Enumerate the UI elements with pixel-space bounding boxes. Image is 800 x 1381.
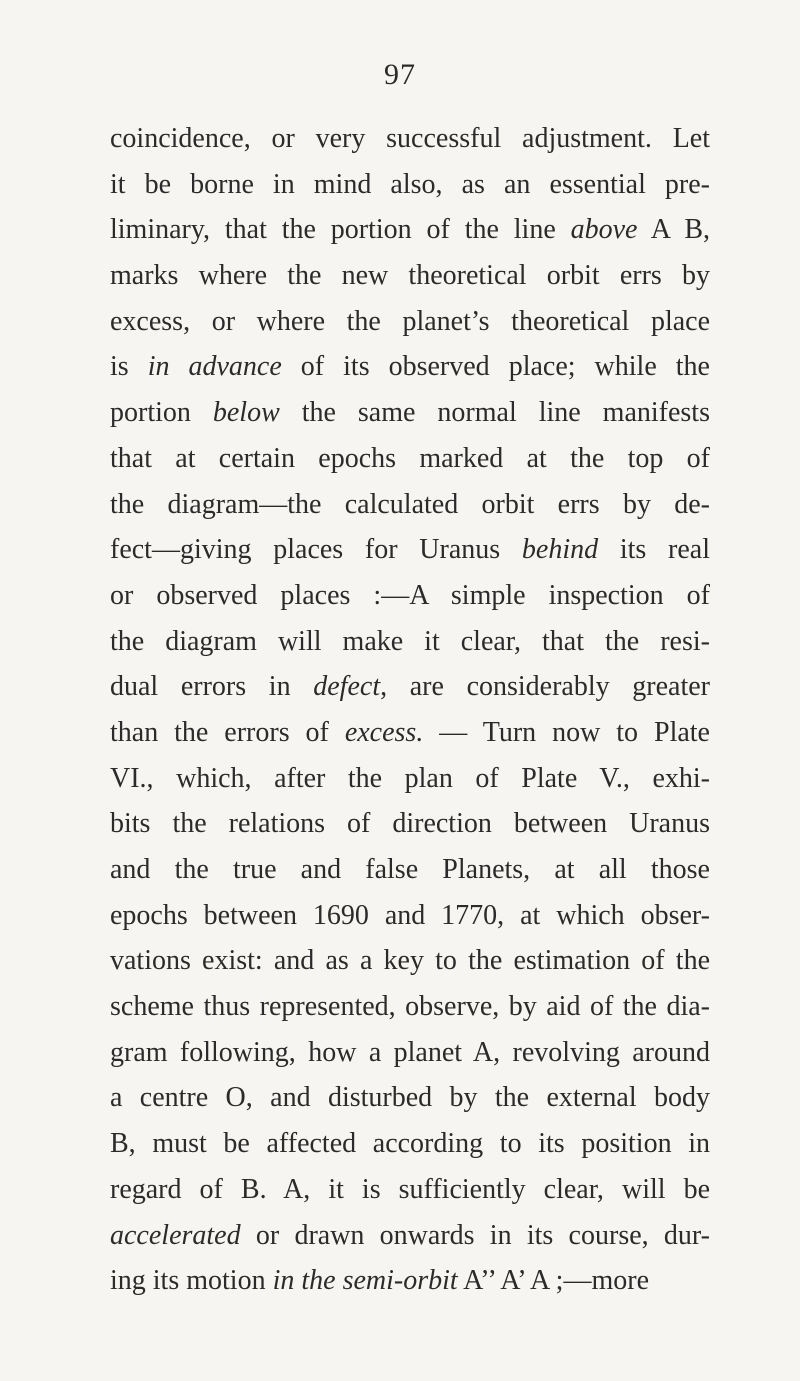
text-line xyxy=(110,253,710,299)
text-line xyxy=(110,801,710,847)
text-segment: than the errors of xyxy=(110,716,345,748)
italic-text: in advance xyxy=(147,351,282,383)
text-line xyxy=(110,756,710,802)
text-segment: coincidence, or very successful adjustment. Let xyxy=(110,123,710,154)
text-segment: the diagram—the calculated orbit errs by de- xyxy=(110,488,710,520)
text-line xyxy=(110,1030,710,1076)
text-segment: that at certain epochs marked at the top of xyxy=(110,442,710,474)
text-segment: dual errors in xyxy=(110,671,314,703)
text-line xyxy=(110,1258,710,1304)
text-segment: marks where the new theoretical orbit errs by xyxy=(110,260,710,292)
text-line xyxy=(110,162,710,208)
text-segment: — Turn now to Plate xyxy=(423,716,710,748)
text-line xyxy=(110,938,710,984)
text-line xyxy=(110,1075,710,1121)
text-segment: or drawn onwards in its course, dur- xyxy=(240,1219,710,1251)
text-segment: B, must be affected according to its position in xyxy=(110,1128,710,1160)
body-text xyxy=(110,116,710,1304)
text-line xyxy=(110,984,710,1030)
text-segment: a centre O, and disturbed by the external body xyxy=(110,1082,710,1114)
text-line xyxy=(110,390,710,436)
text-segment: epochs between 1690 and 1770, at which obser- xyxy=(110,899,710,931)
text-line xyxy=(110,436,710,482)
text-segment: and the true and false Planets, at all those xyxy=(110,854,710,885)
text-segment: A B, xyxy=(637,214,710,246)
text-segment: bits the relations of direction between Uranus xyxy=(110,808,710,840)
text-line xyxy=(110,893,710,939)
text-line xyxy=(110,116,710,162)
text-line xyxy=(110,664,710,710)
text-segment: A’’ A’ A ;—more xyxy=(457,1265,649,1297)
text-segment: the same normal line manifests xyxy=(279,397,710,429)
text-segment: , are considerably greater xyxy=(380,671,711,703)
italic-text: above xyxy=(570,214,638,246)
text-line xyxy=(110,573,710,619)
italic-text: excess. xyxy=(344,716,424,748)
text-line xyxy=(110,1121,710,1167)
text-line xyxy=(110,299,710,345)
text-line xyxy=(110,1213,710,1259)
text-segment: its real xyxy=(598,534,710,566)
text-segment: portion xyxy=(110,397,213,429)
italic-text: behind xyxy=(521,534,599,566)
text-line xyxy=(110,1167,710,1213)
italic-text: in the semi-orbit xyxy=(272,1265,458,1297)
text-segment: regard of B. A, it is sufficiently clear, will be xyxy=(110,1173,710,1205)
text-line xyxy=(110,344,710,390)
text-line xyxy=(110,710,710,756)
text-segment: it be borne in mind also, as an essential pre- xyxy=(110,168,710,200)
text-segment: is xyxy=(110,351,148,383)
text-segment: fect—giving places for Uranus xyxy=(110,534,522,566)
text-segment: or observed places :—A simple inspection of xyxy=(110,579,710,611)
text-segment: the diagram will make it clear, that the resi- xyxy=(110,625,710,657)
italic-text: defect xyxy=(313,671,381,703)
text-segment: excess, or where the planet’s theoretical place xyxy=(110,305,710,337)
text-line xyxy=(110,619,710,665)
page-number: 97 xyxy=(384,58,416,91)
text-segment: of its observed place; while the xyxy=(281,351,710,383)
text-line xyxy=(110,527,710,573)
text-line xyxy=(110,482,710,528)
text-segment: liminary, that the portion of the line xyxy=(110,214,571,246)
text-line xyxy=(110,847,710,893)
text-segment: gram following, how a planet A, revolving around xyxy=(110,1036,710,1068)
text-line xyxy=(110,207,710,253)
text-segment: VI., which, after the plan of Plate V., exhi- xyxy=(110,762,710,794)
italic-text: accelerated xyxy=(110,1219,241,1251)
italic-text: below xyxy=(212,397,280,429)
text-segment: ing its motion xyxy=(110,1265,273,1297)
text-segment: scheme thus represented, observe, by aid of the dia- xyxy=(110,991,710,1023)
text-segment: vations exist: and as a key to the estimation of the xyxy=(110,945,710,977)
